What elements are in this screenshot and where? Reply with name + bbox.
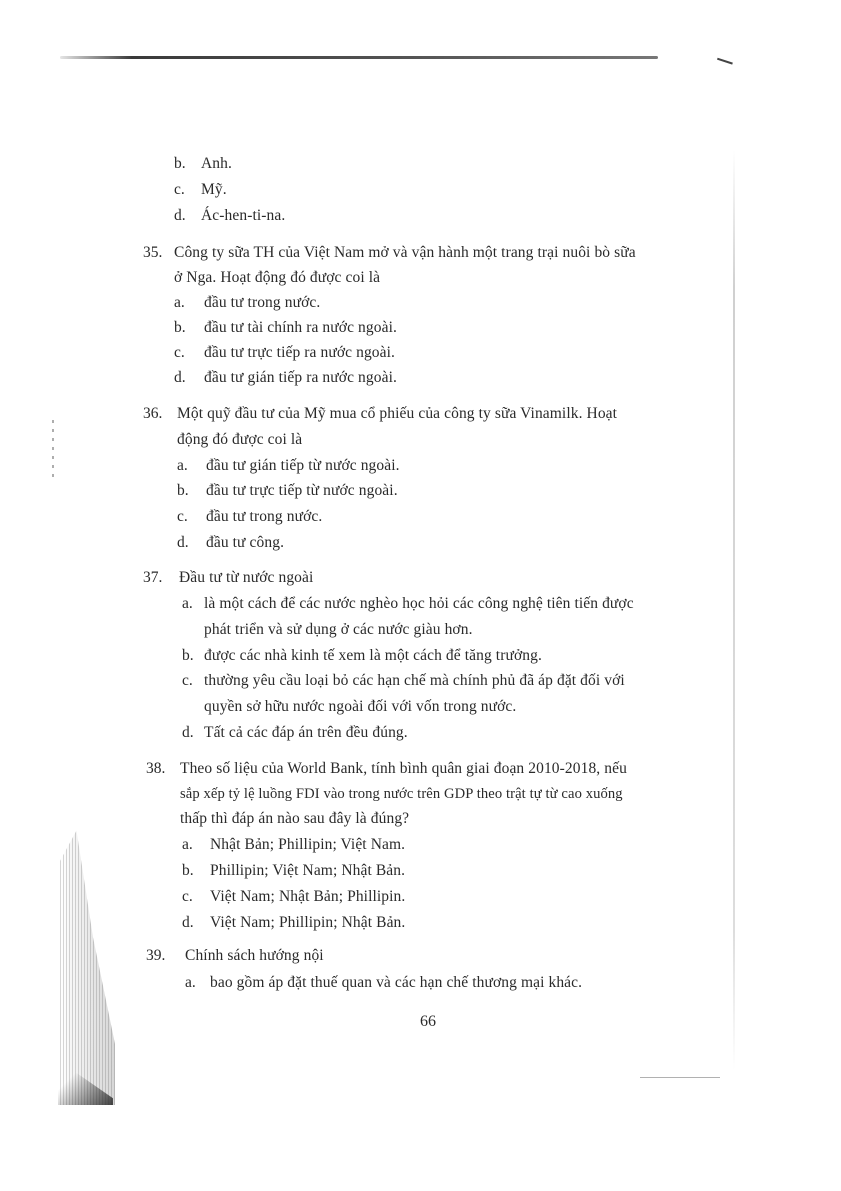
option-text: đầu tư trực tiếp ra nước ngoài. [204, 344, 396, 361]
option-text: Phillipin; Việt Nam; Nhật Bản. [210, 862, 406, 879]
option-letter: c. [177, 508, 188, 525]
question-number: 38. [146, 760, 166, 777]
question-number: 37. [143, 569, 163, 586]
option-text: thường yêu cầu loại bỏ các hạn chế mà chính phủ đã áp đặt đối với [204, 672, 625, 689]
option-text: đầu tư trong nước. [206, 508, 323, 525]
question-stem: động đó được coi là [177, 431, 303, 448]
option-text: đầu tư công. [206, 534, 285, 551]
option-letter: c. [182, 672, 193, 689]
question-stem: Chính sách hướng nội [185, 947, 324, 964]
question-stem: Theo số liệu của World Bank, tính bình quân giai đoạn 2010-2018, nếu [180, 760, 627, 777]
option-letter: d. [174, 207, 186, 224]
option-text-continued: phát triển và sử dụng ở các nước giàu hơn. [204, 621, 473, 638]
option-text: bao gồm áp đặt thuế quan và các hạn chế thương mại khác. [210, 974, 583, 991]
option-letter: b. [182, 647, 194, 664]
option-text: đầu tư tài chính ra nước ngoài. [204, 319, 397, 336]
option-letter: a. [177, 457, 188, 474]
option-letter: d. [182, 914, 194, 931]
option-letter: d. [174, 369, 186, 386]
option-text: Ác-hen-ti-na. [201, 207, 286, 224]
option-text: Mỹ. [201, 181, 227, 198]
option-text: được các nhà kinh tế xem là một cách để tăng trưởng. [204, 647, 542, 664]
question-stem: ở Nga. Hoạt động đó được coi là [174, 269, 381, 286]
option-text: Anh. [201, 155, 232, 172]
option-text: đầu tư gián tiếp từ nước ngoài. [206, 457, 400, 474]
option-letter: c. [174, 344, 185, 361]
question-stem: sắp xếp tỷ lệ luồng FDI vào trong nước trên GDP theo trật tự từ cao xuống [180, 786, 623, 802]
option-letter: a. [182, 836, 193, 853]
option-letter: a. [174, 294, 185, 311]
question-number: 39. [146, 947, 166, 964]
option-text-continued: quyền sở hữu nước ngoài đối với vốn trong nước. [204, 698, 517, 715]
option-text: đầu tư trong nước. [204, 294, 321, 311]
option-letter: d. [177, 534, 189, 551]
option-text: Tất cả các đáp án trên đều đúng. [204, 724, 408, 741]
option-text: là một cách để các nước nghèo học hỏi các công nghệ tiên tiến được [204, 595, 634, 612]
option-letter: b. [182, 862, 194, 879]
option-text: đầu tư gián tiếp ra nước ngoài. [204, 369, 397, 386]
option-text: Việt Nam; Phillipin; Nhật Bản. [210, 914, 406, 931]
option-text: đầu tư trực tiếp từ nước ngoài. [206, 482, 398, 499]
page-number: 66 [420, 1013, 436, 1030]
question-number: 35. [143, 244, 163, 261]
option-text: Nhật Bản; Phillipin; Việt Nam. [210, 836, 406, 853]
option-letter: a. [182, 595, 193, 612]
option-letter: c. [182, 888, 193, 905]
question-stem: Công ty sữa TH của Việt Nam mở và vận hành một trang trại nuôi bò sữa [174, 244, 636, 261]
option-letter: b. [174, 319, 186, 336]
option-letter: b. [174, 155, 186, 172]
question-stem: Một quỹ đầu tư của Mỹ mua cổ phiếu của công ty sữa Vinamilk. Hoạt [177, 405, 618, 422]
question-stem: thấp thì đáp án nào sau đây là đúng? [180, 810, 410, 827]
option-letter: c. [174, 181, 185, 198]
option-text: Việt Nam; Nhật Bản; Phillipin. [210, 888, 406, 905]
question-stem: Đầu tư từ nước ngoài [179, 569, 314, 586]
question-number: 36. [143, 405, 163, 422]
option-letter: d. [182, 724, 194, 741]
option-letter: a. [185, 974, 196, 991]
option-letter: b. [177, 482, 189, 499]
